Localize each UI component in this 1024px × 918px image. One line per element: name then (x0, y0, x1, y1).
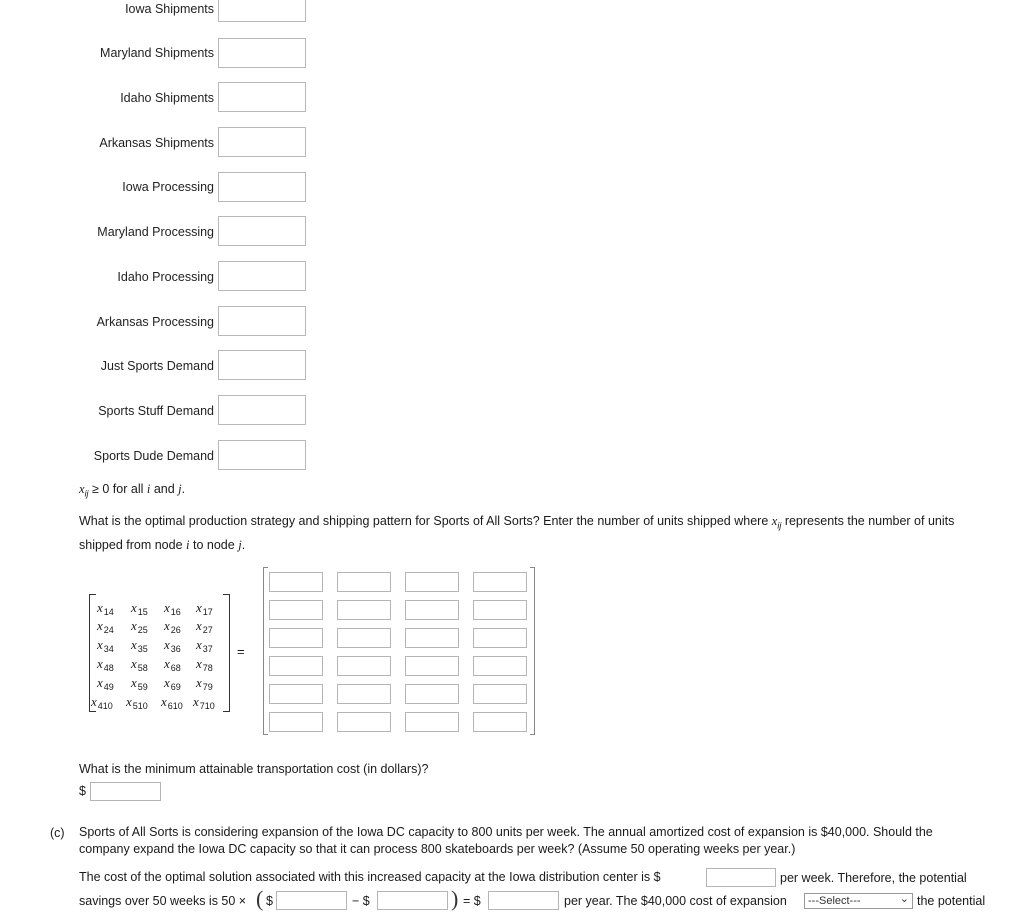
nonneg-end: . (181, 482, 186, 496)
matrix-answer-input[interactable] (405, 628, 459, 648)
currency-symbol: $ (79, 784, 86, 798)
new-cost-input[interactable] (377, 891, 448, 910)
index-j: j (178, 482, 182, 496)
constraint-answer-input[interactable] (218, 306, 306, 336)
open-paren: ( (256, 886, 264, 911)
matrix-equals: = (237, 644, 245, 659)
matrix-var: $x_{24}$ (97, 618, 114, 635)
nonneg-and: and (153, 482, 175, 496)
matrix-answer-input[interactable] (337, 600, 391, 620)
var-sub: ij (777, 520, 782, 531)
matrix-answer-input[interactable] (269, 684, 323, 704)
constraint-label: Iowa Processing (122, 180, 214, 194)
constraint-label: Iowa Shipments (125, 2, 214, 16)
increased-capacity-cost-input[interactable] (706, 868, 776, 887)
var-sub: ij (84, 488, 89, 499)
matrix-answer-input[interactable] (473, 712, 527, 732)
matrix-var: $x_{58}$ (131, 656, 148, 673)
constraint-label: Arkansas Shipments (99, 136, 214, 150)
matrix-var: $x_{68}$ (164, 656, 181, 673)
q1-part2: represents the number of units (784, 514, 955, 528)
matrix-answer-input[interactable] (473, 628, 527, 648)
matrix-var: $x_{25}$ (131, 618, 148, 635)
part-c-question (79, 823, 1019, 859)
matrix-answer-input[interactable] (269, 656, 323, 676)
matrix-var: $x_{48}$ (97, 656, 114, 673)
q1-line2a: shipped from node (79, 537, 183, 552)
matrix-var: $x_{78}$ (196, 656, 213, 673)
matrix-answer-input[interactable] (405, 656, 459, 676)
constraint-answer-input[interactable] (218, 350, 306, 380)
constraint-label: Sports Stuff Demand (98, 404, 214, 418)
matrix-var: $x_{610}$ (161, 694, 183, 711)
part-c-line2: company expand the Iowa DC capacity so that it can process 800 skateboards per week? (Assume 50 operating weeks per year.) (79, 842, 796, 856)
chevron-down-icon: ⌄ (899, 893, 909, 905)
matrix-answer-input[interactable] (269, 628, 323, 648)
part-c-line1: Sports of All Sorts is considering expansion of the Iowa DC capacity to 800 units per week. The annual amortized cost of expansion is $40,000. Should the (79, 825, 933, 839)
question-shipping-pattern (79, 512, 1023, 555)
q1-line2b: to node (193, 537, 235, 552)
nonneg-text: ≥ 0 for all (92, 482, 144, 496)
var-x: x (79, 482, 85, 496)
matrix-var: $x_{14}$ (97, 600, 114, 617)
matrix-answer-input[interactable] (473, 684, 527, 704)
matrix-answer-input[interactable] (405, 600, 459, 620)
matrix-var: $x_{16}$ (164, 600, 181, 617)
matrix-answer-input[interactable] (337, 656, 391, 676)
constraint-answer-input[interactable] (218, 38, 306, 68)
matrix-var: $x_{15}$ (131, 600, 148, 617)
constraint-label: Arkansas Processing (96, 315, 214, 329)
matrix-answer-input[interactable] (405, 684, 459, 704)
matrix-var: $x_{26}$ (164, 618, 181, 635)
equals-dollar: = $ (463, 894, 481, 908)
original-cost-input[interactable] (276, 891, 347, 910)
constraint-answer-input[interactable] (218, 395, 306, 425)
line4-text-c: the potential (917, 894, 986, 908)
constraint-label: Idaho Processing (117, 270, 214, 284)
matrix-var: $x_{27}$ (196, 618, 213, 635)
index-j: j (238, 537, 242, 552)
matrix-var: $x_{17}$ (196, 600, 213, 617)
matrix-var: $x_{49}$ (97, 675, 114, 692)
constraint-answer-input[interactable] (218, 0, 306, 22)
index-i: i (146, 482, 151, 496)
constraint-label: Idaho Shipments (120, 91, 214, 105)
q1-part1: What is the optimal production strategy and shipping pattern for Sports of All Sorts? Enter the number of units shipped where (79, 514, 769, 528)
matrix-var: $x_{36}$ (164, 637, 181, 654)
matrix-var: $x_{59}$ (131, 675, 148, 692)
nonnegativity-constraint (79, 480, 185, 504)
constraint-label: Sports Dude Demand (93, 449, 214, 463)
matrix-answer-input[interactable] (337, 712, 391, 732)
matrix-answer-input[interactable] (405, 712, 459, 732)
line3-text-b: per week. Therefore, the potential (780, 871, 967, 885)
matrix-answer-input[interactable] (337, 572, 391, 592)
matrix-answer-input[interactable] (269, 600, 323, 620)
matrix-answer-input[interactable] (337, 628, 391, 648)
matrix-var: $x_{710}$ (193, 694, 215, 711)
matrix-var: $x_{79}$ (196, 675, 213, 692)
matrix-answer-input[interactable] (473, 656, 527, 676)
matrix-var: $x_{69}$ (164, 675, 181, 692)
matrix-right-bracket (223, 594, 230, 712)
constraint-label: Just Sports Demand (100, 359, 214, 373)
constraint-label: Maryland Processing (97, 225, 214, 239)
var-x: x (771, 514, 778, 528)
answer-matrix-left-bracket (263, 567, 268, 735)
minus-dollar: − $ (352, 894, 370, 908)
matrix-var: $x_{34}$ (97, 637, 114, 654)
constraint-answer-input[interactable] (218, 82, 306, 112)
expansion-decision-select[interactable] (804, 893, 913, 909)
q1-line2c: . (241, 537, 246, 552)
constraint-answer-input[interactable] (218, 261, 306, 291)
question-min-cost: What is the minimum attainable transportation cost (in dollars)? (79, 762, 429, 776)
close-paren: ) (451, 886, 459, 911)
constraint-answer-input[interactable] (218, 172, 306, 202)
matrix-answer-input[interactable] (269, 572, 323, 592)
matrix-var: $x_{510}$ (126, 694, 148, 711)
line4-text-a: savings over 50 weeks is 50 × (79, 894, 247, 908)
matrix-var: $x_{410}$ (91, 694, 113, 711)
constraint-answer-input[interactable] (218, 216, 306, 246)
dollar-sign: $ (266, 894, 273, 908)
answer-matrix-right-bracket (530, 567, 535, 735)
constraint-label: Maryland Shipments (100, 46, 214, 60)
part-c-label: (c) (50, 826, 65, 840)
constraint-answer-input[interactable] (218, 440, 306, 470)
annual-savings-input[interactable] (488, 891, 559, 910)
matrix-answer-input[interactable] (473, 600, 527, 620)
matrix-var: $x_{37}$ (196, 637, 213, 654)
constraint-answer-input[interactable] (218, 127, 306, 157)
matrix-answer-input[interactable] (269, 712, 323, 732)
matrix-answer-input[interactable] (405, 572, 459, 592)
matrix-answer-input[interactable] (337, 684, 391, 704)
index-i: i (186, 537, 190, 552)
select-value: ---Select--- (808, 895, 861, 907)
matrix-answer-input[interactable] (473, 572, 527, 592)
line4-text-b: per year. The $40,000 cost of expansion (564, 894, 787, 908)
line3-text-a: The cost of the optimal solution associated with this increased capacity at the Iowa distribution center is $ (79, 870, 661, 884)
matrix-var: $x_{35}$ (131, 637, 148, 654)
min-cost-input[interactable] (90, 782, 161, 801)
part-c-line3 (79, 868, 661, 887)
